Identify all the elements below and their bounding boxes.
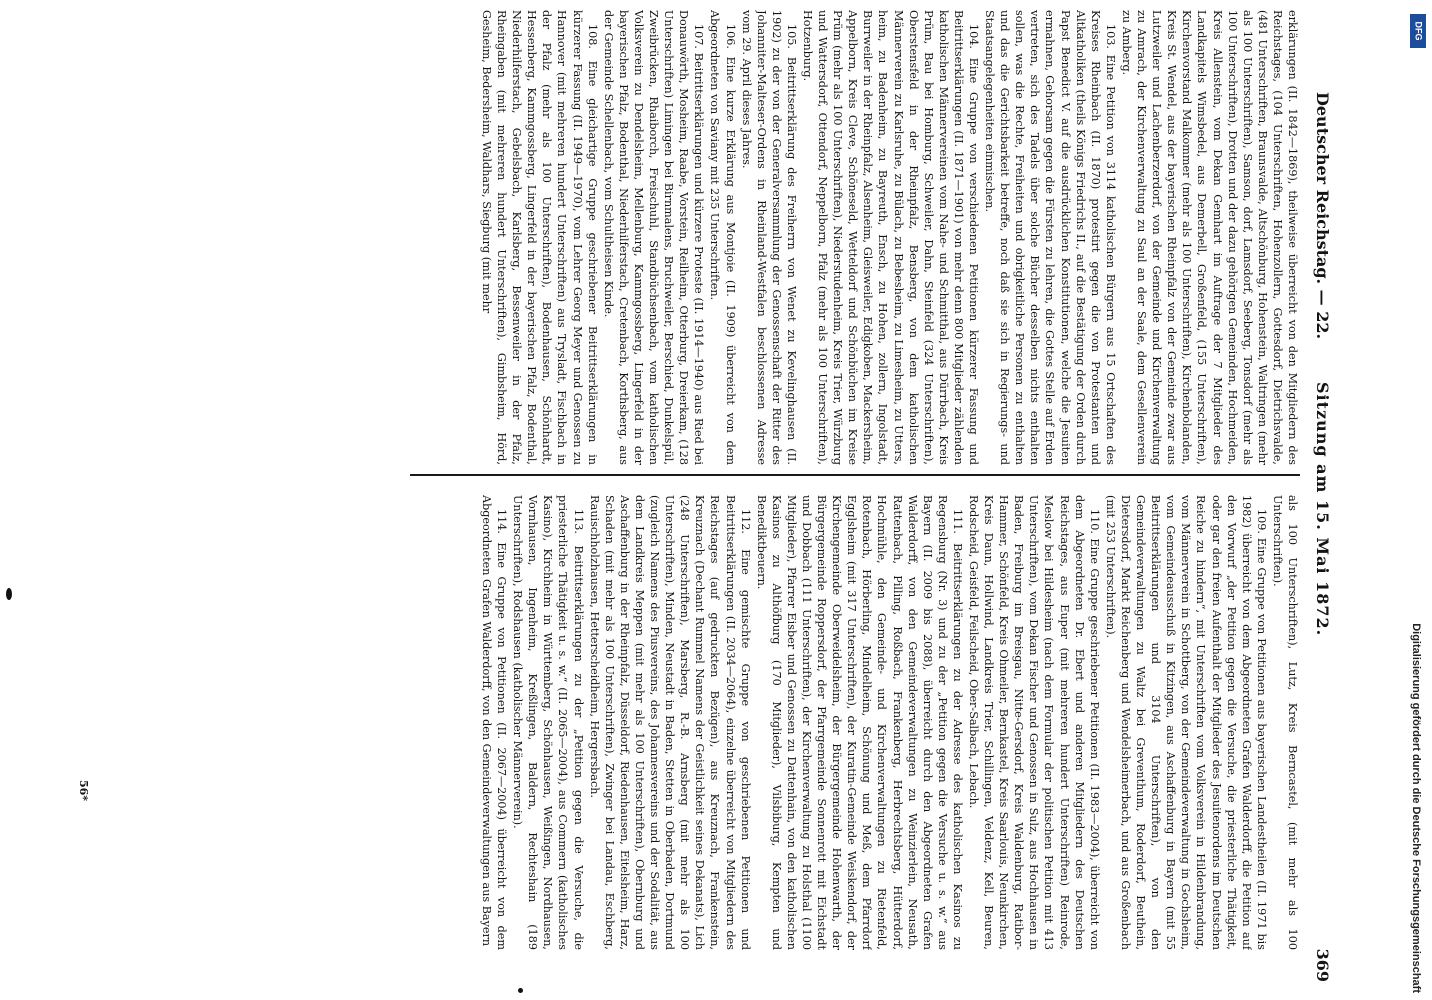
dfg-logo-text: DFG bbox=[1413, 21, 1423, 41]
scan-speck bbox=[6, 588, 12, 600]
column-divider bbox=[410, 474, 1300, 476]
paragraph: erklärungen (II. 1842—1869), theilweise überreicht von den Mitgliedern des Reichstages, (104 Unterschriften, Hohenzollern, Gottesdorf, Dietrichsvalde, (481 Unterschriften, Braunsvalde, Altschönburg, Hohenstein, Waltringen (mehr als 100 Unterschriften), Samson, dorf, Lamsdorf, Seeberg, Tonsdorf (mehr als 100 Unterschriften), Drotten und der dazu gehörigen Gemeinden, Hochmeiden, Kreis Allenstein, vom Dekan Gemhart im Auftrage der 7 Mitglieder des Landkapitels Wimsbedel, aus Demerbell, Großenfeld, (155 Unterschriften), Kirchenvorstand Malkommer (mehr als 100 Unterschriften), Kirchenbolanden, Kreis St. Wendel, aus der bayerischen Rheinpfalz von der Gemeinde zwar aus Lutzweiler und Lachenberzerdorf, von der Gemeinde und Kirchenverwaltung zu Amrach, der Kirchenverwaltung zu Saul an der Saale, dem Gesellenverein zu Amberg. bbox=[1119, 10, 1299, 465]
paragraph: 103. Eine Petition von 3114 katholischen Bürgern aus 15 Ortschaften des Kreises Rheinbach (II. 1870) protestirt gegen die von Protestanten und Altkatholiken (theils Königs Friedrichs II., auf die Bestätigung der Orden durch Papst Benedict V. auf die ausdrücklichen Konstitutionen, welche die Jesuiten ermahnen, Gehorsam gegen die Fürsten zu lehren, die Gottes Stelle auf Erden vertreten, sich des Tadels über solche Bücher desselben nichts enthalten sollen, was die Rechte, Freiheiten und obrigkeitliche Personen zu enthalten und das die Gerichtsbarkeit betreffe, noch daß sie sich in Regierungs- und Staatsangelegenheiten einmischen. bbox=[983, 10, 1117, 465]
digitization-notice-text: Digitalisierung gefördert durch die Deutsche Forschungsgemeinschaft bbox=[1410, 623, 1422, 993]
paragraph: 105. Beitrittserklärung des Freiherrn von Wenet zu Kevelinghausen (II. 1902) zu der von der Generalversammlung der Genossenschaft der Ritter des Johanniter-Malteser-Ordens in Rheinland-Westfalen beschlossenen Adresse vom 29. April dieses Jahres. bbox=[739, 10, 798, 465]
right-column bbox=[420, 495, 1300, 950]
paragraph: 106. Eine kurze Erklärung aus Montjoie (II. 1909) überreicht von dem Abgeordneten von Saviany mit 235 Unterschriften. bbox=[708, 10, 737, 465]
paragraph: 113. Beitrittserklärungen zu der „Petition gegen die Versuche, die priesterliche Thätigkeit u. s. w.“ (II. 2065—2004), aus Commern (katholisches Kasino), Kirchheim in Württemberg, Schönhausen, Weißingen, Nordhausen, Vornhausen, Ingenheim, Kreßlingen, Baldern, Rechteshain (189 Unterschriften), Rodshausen (katholischer Männerverein). bbox=[511, 495, 585, 950]
scan-speck bbox=[518, 988, 523, 993]
digitization-notice bbox=[1404, 18, 1428, 993]
rotated-page-content bbox=[52, 0, 1392, 1000]
left-column bbox=[400, 10, 1300, 465]
dfg-logo bbox=[1410, 14, 1426, 48]
paragraph: 108. Eine gleichartige Gruppe geschriebener Beitrittserklärungen in kürzerer Fassung (II. 1949—1970), vom Lehrer Georg Meyer und Genossen zu Hannover (mit mehreren hundert Unterschriften) aus Trysladt, Fischbach in der Pfalz (mehr als 100 Unterschriften), Bodenhausen, Schönhardt, Hessenberg, Kammgossberg, Lingerfeld in der bayerischen Pfalz, Bodenthal, Niederhilferstach, Gebelsbach, Karlsberg, Bessenweiler in der Pfalz, Rheingaben (mit mehreren hundert Unterschriften), Gimbsheim, Hörd, Gesheim, Bedersheim, Waldhars, Siegburg (mit mehr bbox=[480, 10, 599, 465]
paragraph: 104. Eine Gruppe von verschiedenen Petitionen kürzerer Fassung und Beitrittserklärungen (II. 1871—1901) von mehr denn 800 Mitglieder zählenden katholischen Männervereinen vom Nahe- und Schmitthal, aus Dürrbach, Kreis Prüm, Bau bei Homburg, Schweiler, Dahn, Steinfeld (324 Unterschriften), Oberstensfeld in der Rheinpfalz, Bensberg, von dem katholischen Männerverein zu Karlsruhe, zu Bülach, zu Bebesheim, zu Limesheim, zu Utters, heim, zu Badenheim, zu Bayreuth, Ensch, zu Hohen, zollern, Ingolstadt, Burrweiler in der Rheinpfalz, Alsenheim, Gleisweiler, Edigkoben, Mackersheim, Appelborn, Kreis Cleve, Schöneseld, Wetteldorf und Schönbüchen im Kreise Prüm (mehr als 100 Unterschriften), Niederstudenheim, Kreis Trier, Würzburg und Wattersdorf, Ottendorf, Neppelborn, Pfalz (mehr als 100 Unterschriften), Hotzenburg. bbox=[801, 10, 981, 465]
paragraph: 107. Beitrittserklärungen und kürzere Proteste (II. 1914—1940) aus Ried bei Donauwörth, Mosheim, Raabe, Vorstein, Reilheim, Otterburg, Dreierkam, (128 Unterschriften) Limingen bei Birnmalens, Bruchweiler, Berschied, Dunkelspül, Zweibrücken, Rhaiborch, Freischuhl, Standbüchsenbach, vom katholischen Volksverein zu Dendelsheim, Mellenburg, Kammgossberg, Lingerfeld in der bayerischen Pfalz, Bodenthal, Niederhilferstach, Cretenbach, Korthsberg, aus der Gemeinde Schellenbach, vom Schultheisen Kinde. bbox=[601, 10, 706, 465]
paragraph: 112. Eine gemischte Gruppe von geschriebenen Petitionen und Beitrittserklärungen (II. 2034—2064), einzelne überreicht von Mitgliedern des Reichstages (auf gedruckten Bezügen), aus Kreuznach, Frankenstein, Kreuznach (Dechant Rummel Namens der Geistlichkeit seines Dekanats), Lich (248 Unterschriften), Marsberg, R.-B. Arnsberg (mit mehr als 100 Unterschriften), Minden, Neustadt in Baden, Stetten in Oberbaden, Dortmund (zugleich Namens des Piusvereins, des Johannesvereins und der Sodalität, aus dem Landkreis Meppen (mit mehr als 100 Unterschriften), Obernburg und Aschaffenburg in der Rheinpfalz, Düsseldorf, Riedenhausen, Eitelsheim, Harz, Schaden (mit mehr als 100 Unterschriften), Zwinger bei Landau, Eschberg, Rauischholzhausen, Hetterscheidheim, Hergersbach. bbox=[587, 495, 752, 950]
header-session: Sitzung am 15. Mai 1872. bbox=[1313, 382, 1332, 637]
sheet-signature: 56* bbox=[77, 780, 90, 802]
page-header bbox=[1304, 22, 1332, 982]
paragraph: 110. Eine Gruppe geschriebener Petitionen (II. 1983—2004), überreicht von dem Abgeordneten Dr. Ebert und anderen Mitgliedern des Deutschen Reichstages, aus Euper (mit mehreren hundert Unterschriften) Reinrode, Meslow bei Hildesheim (nach dem Formular der politischen Petition mit 413 Unterschriften), vom Dekan Fischer und Genossen in Sulz, aus Hochhausen in Baden, Freiburg im Breisgau, Nitte-Gersdorf, Kreis Waldenburg, Ratibor-Hammer, Schönfeld, Kreis Ohmeiler, Bernkastel, Kreis Saarlouis, Neunkirchen, Kreis Daun, Hollwind, Landkreis Trier, Schillingen, Veldenz, Kell, Beuren, Rodscheid, Geisfeld, Feilscheid, Ober-Salbach, Lebach. bbox=[967, 495, 1101, 950]
paragraph: 114. Eine Gruppe von Petitionen (II. 2067—2004) überreicht von dem Abgeordneten Grafen Walderdorff, von den Gemeindeverwaltungen aus Bayern bbox=[480, 495, 509, 950]
header-title: Deutscher Reichstag. — 22. bbox=[1313, 92, 1332, 340]
paragraph: 111. Beitrittserklärungen zu der Adresse des katholischen Kasinos zu Regensburg (Nr. 3) und zu der „Petition gegen die Versuche u. s. w.“ aus Bayern (II. 2009 bis 2088), überreicht durch den Abgeordneten Grafen Walderdorff, von den Gemeindeverwaltungen zu Weinzierlein, Neusath, Rattenbach, Pilling, Roßbach, Frankenberg, Herbrechtsberg, Hütterdorf, Hochmühle, den Gemeinde- und Kirchenverwaltungen zu Rietenfeld, Rotenbach, Hörberling, Mindelheim, Schönung und Meß, dem Pfarrdorf Egglsheim (mit 317 Unterschriften), der Kuratin-Gemeinde Weiskendorf, der Kirchengemeinde Oberweidelsheim, der Bürgergemeinde Hohenwarth, der Bürgergemeinde Roppersdorf, der Pfarrgemeinde Sonnenrott mit Eichstadt und Dobbach (111 Unterschriften), der Kirchenverwaltung zu Holsthal (1100 Mitglieder), Pfarrer Eisber und Genossen zu Dattenhain, von den katholischen Kasinos zu Althöfburg (170 Mitglieder), Vilsbiburg, Kempten und Benediktbeuern. bbox=[754, 495, 964, 950]
page-number: 369 bbox=[1313, 948, 1332, 982]
paragraph: 109. Eine Gruppe von Petitionen aus bayerischen Landestheilen (II. 1971 bis 1982) überreicht von dem Abgeordneten Grafen Walderdorff, die Petition auf den Vorwurf „der Petition gegen die Versuche, die priesterliche Thätigkeit, oder gar den freien Aufenthalt der Mitglieder des Jesuitenordens im Deutschen Reiche zu hindern“, mit Unterschriften vom Volksverein in Hildenbrandung, vom Männerverein in Schottberg, von der Gemeindeverwaltung in Gochsheim, vom Gemeindeausschuß in Kitzingen, aus Aschaffenburg in Bayern (mit 55 Beitrittserklärungen und 3104 Unterschriften), von den Gemeindeverwaltungen zu Waltz bei Greventhum, Roderdorf, Beuthein, Dietersdorf, Markt Reichenberg und Wendelsheimerbach, und aus Großenbach (mit 253 Unterschriften). bbox=[1103, 495, 1268, 950]
paragraph: als 100 Unterschriften), Lutz, Kreis Berncastel, (mit mehr als 100 Unterschriften). bbox=[1270, 495, 1299, 950]
